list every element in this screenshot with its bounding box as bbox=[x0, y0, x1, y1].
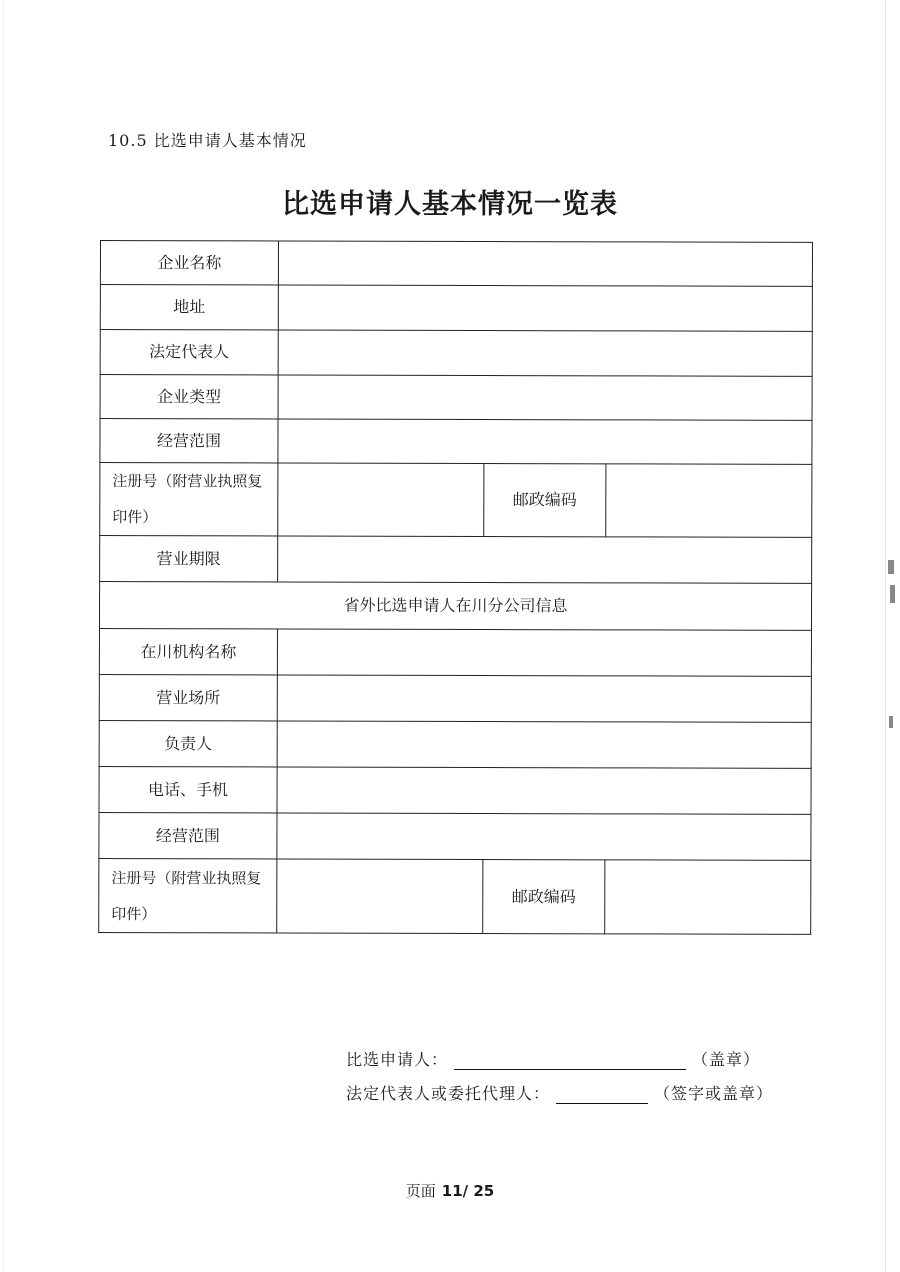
business-term-field[interactable] bbox=[278, 536, 812, 583]
branch-postal-code-field[interactable] bbox=[605, 860, 811, 935]
table-row bbox=[99, 858, 811, 934]
branch-section-header: 省外比选申请人在川分公司信息 bbox=[99, 582, 811, 631]
postal-code-field[interactable] bbox=[606, 464, 812, 538]
table-row bbox=[100, 419, 812, 465]
table-row bbox=[100, 463, 812, 538]
section-heading: 10.5 比选申请人基本情况 bbox=[108, 131, 307, 150]
branch-scope-label: 经营范围 bbox=[99, 812, 277, 858]
applicant-seal-note: （盖章） bbox=[692, 1050, 761, 1069]
page-footer bbox=[0, 1180, 900, 1201]
table-row bbox=[99, 629, 811, 677]
address-field[interactable] bbox=[278, 285, 812, 331]
table-row bbox=[100, 241, 812, 287]
table-row bbox=[99, 582, 811, 631]
signature-block bbox=[346, 1036, 773, 1104]
applicant-label: 比选申请人： bbox=[346, 1050, 449, 1069]
legal-rep-label: 法定代表人 bbox=[100, 330, 278, 375]
business-scope-label: 经营范围 bbox=[100, 419, 278, 463]
branch-postal-code-label: 邮政编码 bbox=[483, 860, 605, 934]
branch-registration-field[interactable] bbox=[277, 859, 483, 934]
postal-code-label: 邮政编码 bbox=[484, 464, 606, 537]
branch-manager-field[interactable] bbox=[277, 721, 811, 768]
company-name-label: 企业名称 bbox=[100, 241, 278, 285]
branch-phone-label: 电话、手机 bbox=[99, 766, 277, 812]
branch-registration-label: 注册号（附营业执照复印件） bbox=[99, 858, 277, 932]
table-row bbox=[100, 330, 812, 377]
representative-sign-note: （签字或盖章） bbox=[654, 1084, 774, 1103]
applicant-signature-line[interactable] bbox=[454, 1049, 686, 1070]
branch-scope-field[interactable] bbox=[277, 813, 811, 860]
page-number: 11/ 25 bbox=[441, 1182, 495, 1200]
branch-premises-label: 营业场所 bbox=[99, 674, 277, 720]
scan-speck bbox=[890, 585, 895, 603]
representative-label: 法定代表人或委托代理人： bbox=[346, 1084, 551, 1103]
table-row bbox=[100, 285, 812, 332]
scan-speck bbox=[889, 716, 893, 728]
company-type-label: 企业类型 bbox=[100, 375, 278, 419]
scan-speck bbox=[888, 560, 894, 574]
table-row bbox=[99, 720, 811, 768]
business-scope-field[interactable] bbox=[278, 419, 812, 464]
representative-signature-line[interactable] bbox=[556, 1083, 648, 1104]
business-term-label: 营业期限 bbox=[100, 536, 278, 582]
representative-signature-row bbox=[346, 1070, 773, 1104]
table-row bbox=[99, 812, 811, 860]
branch-name-field[interactable] bbox=[277, 629, 811, 676]
branch-phone-field[interactable] bbox=[277, 767, 811, 814]
company-name-field[interactable] bbox=[278, 241, 812, 286]
document-title: 比选申请人基本情况一览表 bbox=[282, 189, 618, 220]
table-row bbox=[99, 766, 811, 814]
table-row bbox=[100, 375, 812, 421]
table-row bbox=[100, 536, 812, 584]
registration-field[interactable] bbox=[278, 463, 484, 537]
page-label: 页面 bbox=[405, 1182, 436, 1200]
applicant-signature-row bbox=[346, 1036, 773, 1070]
table-row bbox=[99, 674, 811, 722]
branch-manager-label: 负责人 bbox=[99, 720, 277, 766]
registration-label: 注册号（附营业执照复印件） bbox=[100, 463, 278, 536]
legal-rep-field[interactable] bbox=[278, 330, 812, 376]
applicant-info-table bbox=[98, 240, 813, 935]
branch-name-label: 在川机构名称 bbox=[99, 629, 277, 675]
address-label: 地址 bbox=[100, 285, 278, 330]
company-type-field[interactable] bbox=[278, 375, 812, 420]
branch-premises-field[interactable] bbox=[277, 675, 811, 722]
